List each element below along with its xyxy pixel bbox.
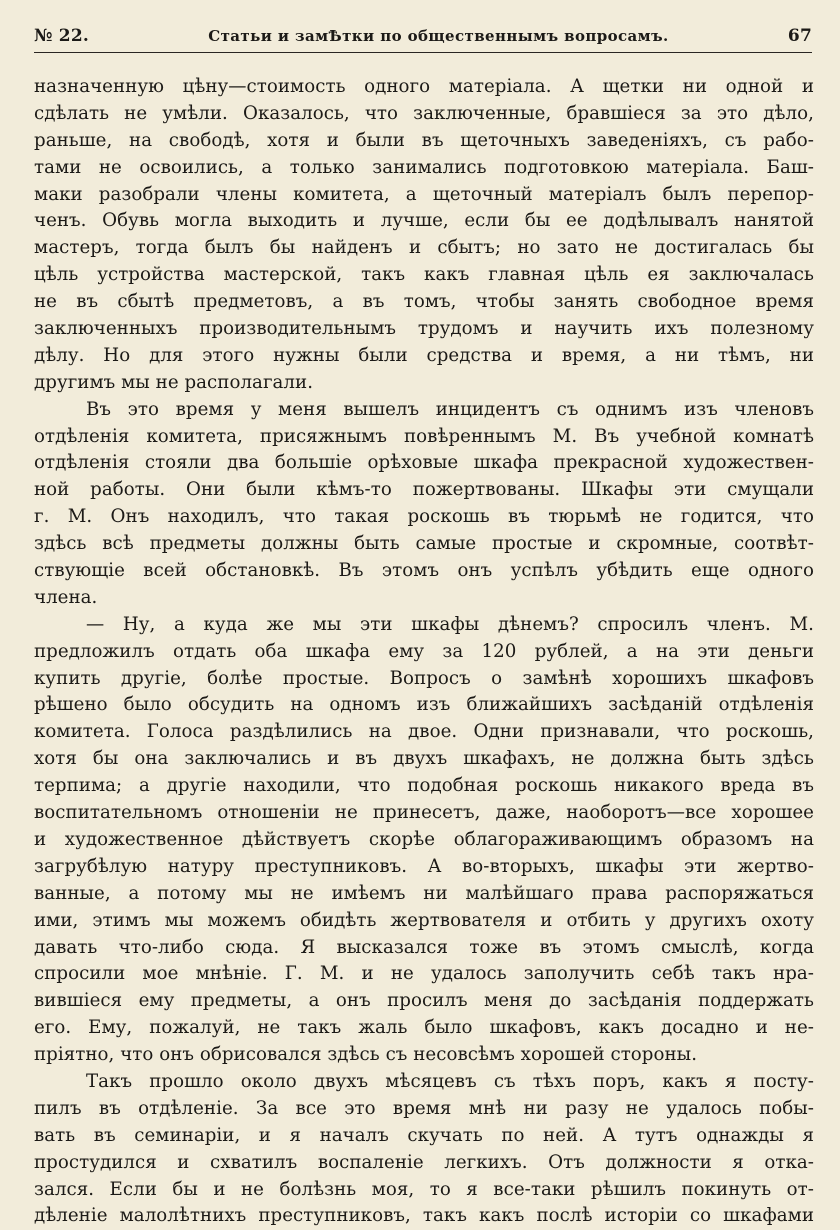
text-line: отдѣленія стояли два большіе орѣховые шкафа прекрасной художествен- (34, 452, 814, 474)
text-line: маки разобрали члены комитета, а щеточный матеріалъ былъ перепор- (34, 183, 814, 205)
text-line: — Ну, а куда же мы эти шкафы дѣнемъ? спросилъ членъ. М. (86, 613, 814, 635)
text-line: дѣлу. Но для этого нужны были средства и время, а ни тѣмъ, ни (34, 344, 814, 366)
text-line: цѣль устройства мастерской, такъ какъ главная цѣль ея заключалась (34, 264, 814, 286)
text-line: давать что-либо сюда. Я высказался тоже въ этомъ смыслѣ, когда (34, 936, 814, 958)
text-line: отдѣленія комитета, присяжнымъ повѣреннымъ М. Въ учебной комнатѣ (34, 425, 814, 447)
text-line: вать въ семинаріи, и я началъ скучать по ней. А тутъ однажды я (34, 1124, 814, 1146)
text-line: здѣсь всѣ предметы должны быть самые простые и скромные, соотвѣт- (34, 533, 814, 555)
text-line: ванные, а потому мы не имѣемъ ни малѣйшаго права распоряжаться (34, 882, 814, 904)
text-line: загрубѣлую натуру преступниковъ. А во-вторыхъ, шкафы эти жертво- (34, 855, 814, 877)
text-line: заключенныхъ производительнымъ трудомъ и научить ихъ полезному (34, 318, 814, 340)
text-line: ной работы. Они были кѣмъ-то пожертвованы. Шкафы эти смущали (34, 479, 814, 501)
page-number: 67 (787, 26, 812, 46)
issue-number: № 22. (34, 26, 89, 46)
text-line: комитета. Голоса раздѣлились на двое. Одни признавали, что роскошь, (34, 721, 814, 743)
text-line: пилъ въ отдѣленіе. За все это время мнѣ ни разу не удалось побы- (34, 1097, 814, 1119)
text-line: ченъ. Обувь могла выходить и лучше, если бы ее додѣлывалъ нанятой (34, 210, 814, 232)
text-line: вившіеся ему предметы, а онъ просилъ меня до засѣданія поддержать (34, 990, 814, 1012)
text-line: рѣшено было обсудить на одномъ изъ ближайшихъ засѣданій отдѣленія (34, 694, 814, 716)
text-line: терпима; а другіе находили, что подобная роскошь никакого вреда въ (34, 775, 814, 797)
text-line: мастеръ, тогда былъ бы найденъ и сбытъ; но зато не достигалась бы (34, 237, 814, 259)
text-line: сдѣлать не умѣли. Оказалось, что заключенные, бравшіеся за это дѣло, (34, 102, 814, 124)
text-line: воспитательномъ отношеніи не принесетъ, даже, наоборотъ—все хорошее (34, 802, 814, 824)
text-line: г. М. Онъ находилъ, что такая роскошь въ тюрьмѣ не годится, что (34, 506, 814, 528)
text-line: купить другіе, болѣе простые. Вопросъ о замѣнѣ хорошихъ шкафовъ (34, 667, 814, 689)
text-line: Въ это время у меня вышелъ инцидентъ съ однимъ изъ членовъ (86, 398, 814, 420)
text-line: спросили мое мнѣніе. Г. М. и не удалось заполучить себѣ такъ нра- (34, 963, 814, 985)
text-line: ими, этимъ мы можемъ обидѣть жертвователя и отбить у другихъ охоту (34, 909, 814, 931)
text-line: Такъ прошло около двухъ мѣсяцевъ съ тѣхъ поръ, какъ я посту- (86, 1070, 814, 1092)
text-line: зался. Если бы и не болѣзнь моя, то я все-таки рѣшилъ покинуть от- (34, 1178, 814, 1200)
text-line: тами не освоились, а только занимались подготовкою матеріала. Баш- (34, 156, 814, 178)
text-line: члена. (34, 586, 98, 608)
running-title: Статьи и замѢтки по общественнымъ вопросамъ. (208, 27, 669, 45)
text-line: не въ сбытѣ предметовъ, а въ томъ, чтобы занять свободное время (34, 291, 814, 313)
text-line: и художественное дѣйствуетъ скорѣе облагораживающимъ образомъ на (34, 828, 814, 850)
body-text (34, 74, 814, 1230)
text-line: раньше, на свободѣ, хотя и были въ щеточныхъ заведеніяхъ, съ рабо- (34, 129, 814, 151)
header-rule (34, 52, 812, 53)
text-line: ствующіе всей обстановкѣ. Въ этомъ онъ успѣлъ убѣдить еще одного (34, 560, 814, 582)
running-header (34, 26, 812, 50)
text-line: хотя бы она заключались и въ двухъ шкафахъ, не должна быть здѣсь (34, 748, 814, 770)
text-line: дѣленіе малолѣтнихъ преступниковъ, такъ какъ послѣ исторіи со шкафами (34, 1205, 814, 1227)
text-line: назначенную цѣну—стоимость одного матеріала. А щетки ни одной и (34, 76, 814, 97)
text-line: другимъ мы не располагали. (34, 371, 314, 393)
text-line: его. Ему, пожалуй, не такъ жаль было шкафовъ, какъ досадно и не- (34, 1017, 814, 1039)
text-line: предложилъ отдать оба шкафа ему за 120 рублей, а на эти деньги (34, 640, 814, 662)
text-line: простудился и схватилъ воспаленіе легкихъ. Отъ должности я отка- (34, 1151, 814, 1173)
text-line: пріятно, что онъ обрисовался здѣсь съ несовсѣмъ хорошей стороны. (34, 1044, 698, 1066)
